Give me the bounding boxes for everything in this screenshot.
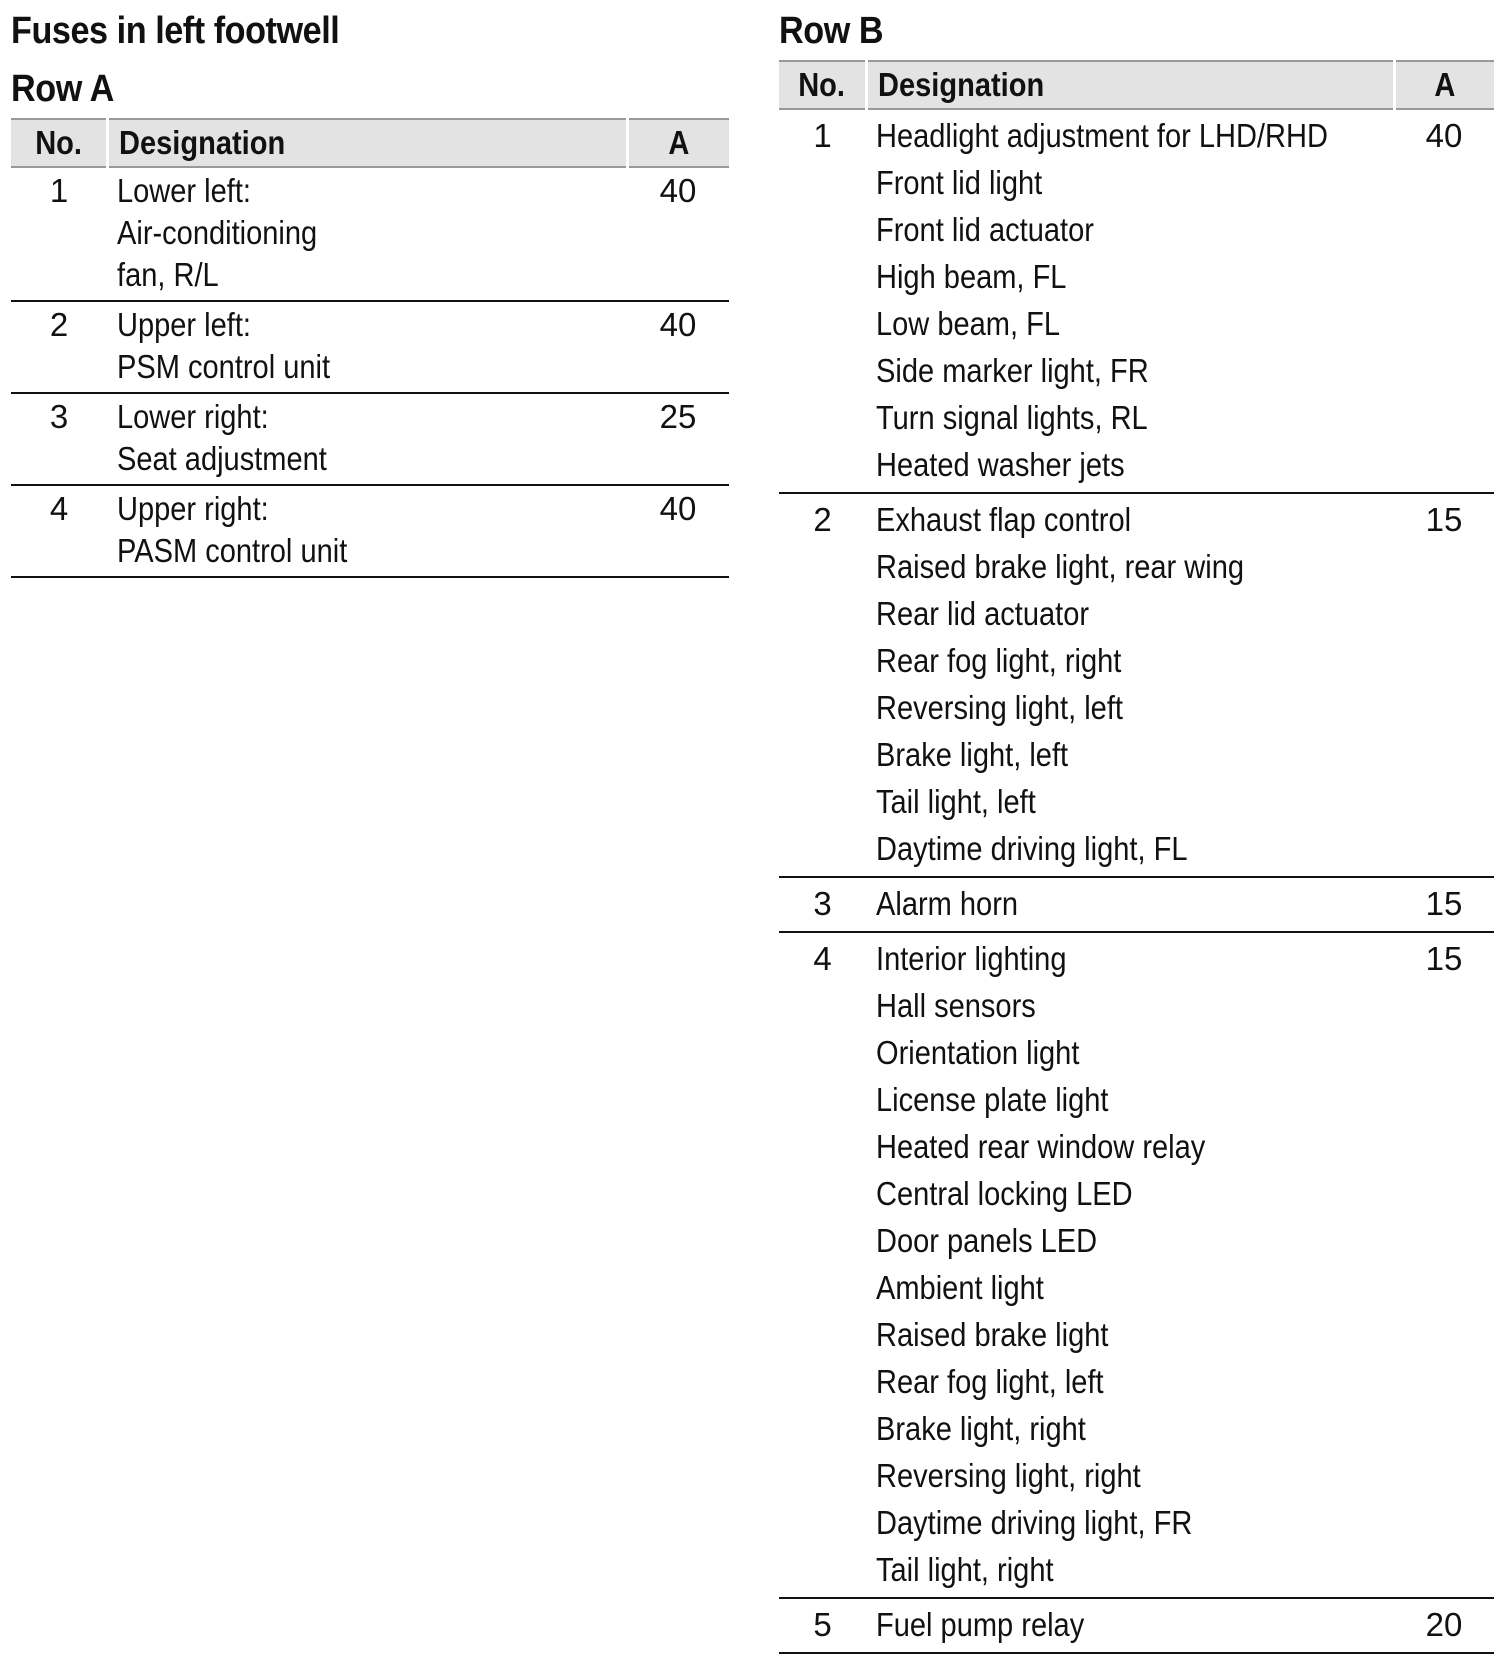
fuse-amperage: 40 xyxy=(627,485,729,577)
designation-line: Heated washer jets xyxy=(876,446,1125,483)
fuse-amperage: 15 xyxy=(1394,932,1494,1598)
fuse-designation xyxy=(107,167,627,301)
designation-line: Fuel pump relay xyxy=(876,1606,1085,1643)
designation-line: Orientation light xyxy=(876,1034,1080,1071)
row-a-table xyxy=(11,118,729,578)
designation-line: License plate light xyxy=(876,1081,1109,1118)
table-row xyxy=(779,493,1494,877)
table-header-row xyxy=(779,61,1494,109)
designation-line: Reversing light, left xyxy=(876,689,1123,726)
table-row xyxy=(779,932,1494,1598)
fuse-number: 4 xyxy=(779,932,866,1598)
row-b-section xyxy=(779,0,1494,1654)
designation-line: Raised brake light, rear wing xyxy=(876,548,1245,585)
designation-line: fan, R/L xyxy=(117,256,219,293)
fuse-amperage: 40 xyxy=(627,301,729,393)
designation-line: Front lid actuator xyxy=(876,211,1094,248)
designation-line: Tail light, left xyxy=(876,783,1036,820)
fuse-number: 3 xyxy=(779,877,866,932)
fuse-designation xyxy=(107,485,627,577)
designation-line: PASM control unit xyxy=(117,532,348,569)
designation-line: Interior lighting xyxy=(876,940,1067,977)
designation-line: Rear fog light, left xyxy=(876,1363,1104,1400)
designation-line: Rear lid actuator xyxy=(876,595,1090,632)
row-a-table-body xyxy=(11,167,729,577)
row-b-table-body xyxy=(779,109,1494,1653)
fuse-number: 1 xyxy=(11,167,107,301)
table-row xyxy=(779,877,1494,932)
designation-line: Door panels LED xyxy=(876,1222,1098,1259)
table-row xyxy=(11,301,729,393)
designation-line: Side marker light, FR xyxy=(876,352,1149,389)
designation-line: Lower left: xyxy=(117,172,251,209)
designation-line: Low beam, FL xyxy=(876,305,1061,342)
fuse-amperage: 25 xyxy=(627,393,729,485)
fuse-designation xyxy=(866,1598,1394,1653)
designation-line: Exhaust flap control xyxy=(876,501,1132,538)
fuse-amperage: 40 xyxy=(627,167,729,301)
designation-line: Upper right: xyxy=(117,490,269,527)
fuse-designation xyxy=(107,301,627,393)
fuse-designation xyxy=(866,109,1394,493)
designation-line: Raised brake light xyxy=(876,1316,1109,1353)
fuse-amperage: 15 xyxy=(1394,493,1494,877)
column-header-no: No. xyxy=(779,61,866,109)
table-row xyxy=(779,109,1494,493)
table-header-row xyxy=(11,119,729,167)
row-a-heading: Row A xyxy=(11,68,114,110)
table-row xyxy=(11,485,729,577)
designation-line: Air-conditioning xyxy=(117,214,318,251)
fuse-designation xyxy=(866,877,1394,932)
designation-line: Lower right: xyxy=(117,398,269,435)
designation-line: PSM control unit xyxy=(117,348,331,385)
designation-line: Daytime driving light, FL xyxy=(876,830,1188,867)
designation-line: Turn signal lights, RL xyxy=(876,399,1148,436)
fuse-number: 4 xyxy=(11,485,107,577)
column-header-designation: Designation xyxy=(107,119,627,167)
row-b-heading: Row B xyxy=(779,10,884,52)
designation-line: Heated rear window relay xyxy=(876,1128,1206,1165)
column-header-amps: A xyxy=(1394,61,1494,109)
designation-line: Daytime driving light, FR xyxy=(876,1504,1193,1541)
fuse-amperage: 20 xyxy=(1394,1598,1494,1653)
designation-line: Headlight adjustment for LHD/RHD xyxy=(876,117,1328,154)
designation-line: Brake light, left xyxy=(876,736,1069,773)
table-row xyxy=(11,167,729,301)
designation-line: Central locking LED xyxy=(876,1175,1133,1212)
designation-line: Reversing light, right xyxy=(876,1457,1141,1494)
table-row xyxy=(11,393,729,485)
designation-line: Rear fog light, right xyxy=(876,642,1122,679)
table-row xyxy=(779,1598,1494,1653)
designation-line: Hall sensors xyxy=(876,987,1036,1024)
fuse-number: 2 xyxy=(11,301,107,393)
designation-line: Upper left: xyxy=(117,306,251,343)
fuse-designation xyxy=(866,932,1394,1598)
designation-line: Seat adjustment xyxy=(117,440,327,477)
fuse-number: 1 xyxy=(779,109,866,493)
page-title: Fuses in left footwell xyxy=(11,10,340,52)
designation-line: Alarm horn xyxy=(876,885,1019,922)
column-header-no: No. xyxy=(11,119,107,167)
row-b-table xyxy=(779,60,1494,1654)
fuse-number: 5 xyxy=(779,1598,866,1653)
fuse-designation xyxy=(866,493,1394,877)
row-a-section xyxy=(11,0,729,578)
fuse-number: 2 xyxy=(779,493,866,877)
column-header-amps: A xyxy=(627,119,729,167)
designation-line: Brake light, right xyxy=(876,1410,1086,1447)
column-header-designation: Designation xyxy=(866,61,1394,109)
fuse-amperage: 40 xyxy=(1394,109,1494,493)
designation-line: Ambient light xyxy=(876,1269,1044,1306)
fuse-designation xyxy=(107,393,627,485)
designation-line: Front lid light xyxy=(876,164,1043,201)
fuse-number: 3 xyxy=(11,393,107,485)
fuse-amperage: 15 xyxy=(1394,877,1494,932)
designation-line: High beam, FL xyxy=(876,258,1067,295)
designation-line: Tail light, right xyxy=(876,1551,1054,1588)
